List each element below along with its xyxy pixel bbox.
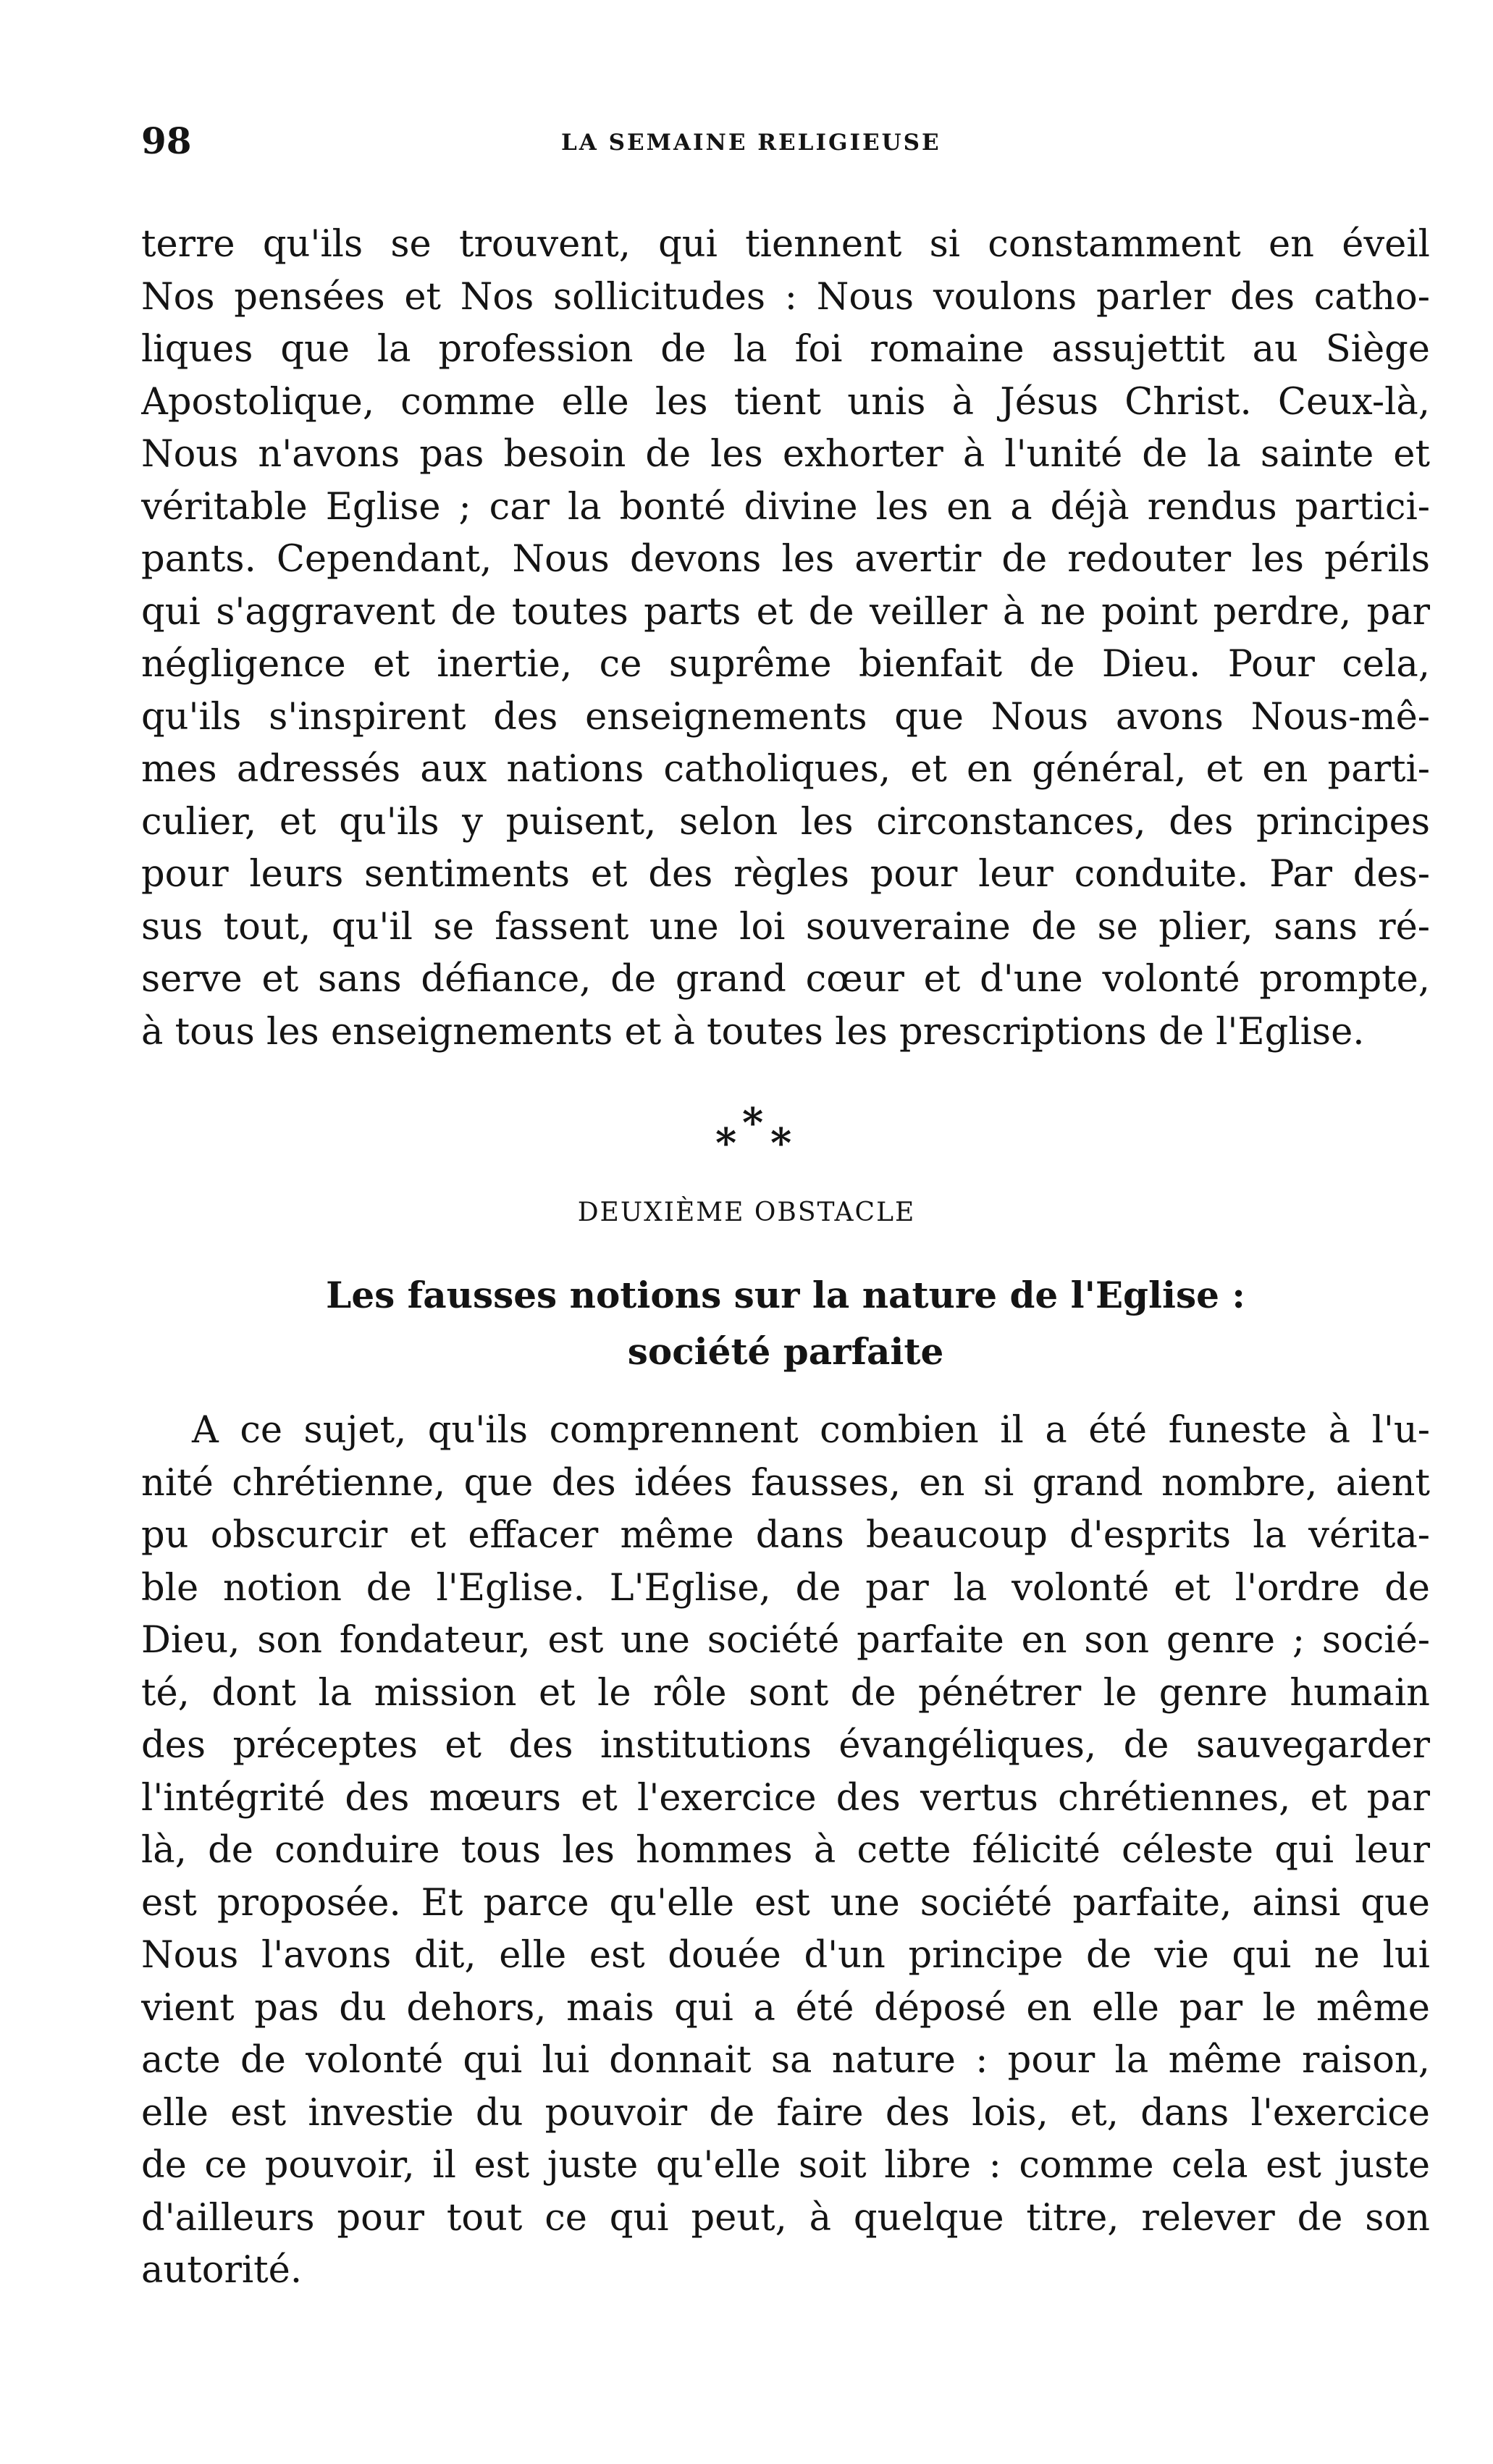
asterisk-icon: * (742, 1099, 764, 1147)
text-line: là, de conduire tous les hommes à cette félicité céleste qui leur (141, 1829, 1430, 1872)
text-line: des préceptes et des institutions évangéliques, de sauvegarder (141, 1724, 1430, 1767)
asterisk-icon: * (770, 1119, 792, 1167)
text-line: Dieu, son fondateur, est une société parfaite en son genre ; socié- (141, 1619, 1430, 1662)
text-line: sus tout, qu'il se fassent une loi souveraine de se plier, sans ré- (141, 905, 1430, 949)
text-line: véritable Eglise ; car la bonté divine les en a déjà rendus partici- (141, 485, 1430, 529)
paragraph-section (141, 1405, 1430, 2297)
text-line: Nous l'avons dit, elle est douée d'un principe de vie qui ne lui (141, 1934, 1430, 1977)
text-line: est proposée. Et parce qu'elle est une société parfaite, ainsi que (141, 1881, 1430, 1925)
asterism-separator (0, 1099, 1493, 1168)
running-head (141, 119, 1430, 170)
section-label: DEUXIÈME OBSTACLE (577, 1198, 916, 1227)
text-line: ble notion de l'Eglise. L'Eglise, de par la volonté et l'ordre de (141, 1566, 1430, 1610)
text-line: serve et sans défiance, de grand cœur et d'une volonté prompte, (141, 958, 1430, 1001)
running-title: LA SEMAINE RELIGIEUSE (561, 130, 941, 156)
paragraph-continued (141, 219, 1430, 1059)
text-line: A ce sujet, qu'ils comprennent combien il a été funeste à l'u- (192, 1409, 1430, 1452)
text-line: nité chrétienne, que des idées fausses, en si grand nombre, aient (141, 1461, 1430, 1505)
text-line: pour leurs sentiments et des règles pour leur conduite. Par des- (141, 853, 1430, 896)
text-line: qu'ils s'inspirent des enseignements que Nous avons Nous-mê- (141, 695, 1430, 739)
text-line: à tous les enseignements et à toutes les prescriptions de l'Eglise. (141, 1010, 1365, 1054)
text-line: culier, et qu'ils y puisent, selon les circonstances, des principes (141, 800, 1430, 844)
text-line: elle est investie du pouvoir de faire des lois, et, dans l'exercice (141, 2091, 1430, 2135)
text-line: liques que la profession de la foi romaine assujettit au Siège (141, 328, 1430, 371)
section-title-line: Les fausses notions sur la nature de l'Eglise : (326, 1274, 1245, 1316)
text-line: qui s'aggravent de toutes parts et de veiller à ne point perdre, par (141, 590, 1430, 634)
text-line: vient pas du dehors, mais qui a été déposé en elle par le même (141, 1986, 1430, 2030)
page-number: 98 (141, 119, 192, 162)
text-line: mes adressés aux nations catholiques, et en général, et en parti- (141, 748, 1430, 791)
text-line: l'intégrité des mœurs et l'exercice des vertus chrétiennes, et par (141, 1776, 1430, 1820)
text-line: Nos pensées et Nos sollicitudes : Nous voulons parler des catho- (141, 275, 1430, 319)
section-title (188, 1267, 1383, 1380)
asterisk-icon: * (715, 1119, 737, 1167)
text-line: pu obscurcir et effacer même dans beaucoup d'esprits la vérita- (141, 1514, 1430, 1557)
text-line: Apostolique, comme elle les tient unis à Jésus Christ. Ceux-là, (141, 380, 1430, 424)
text-line: d'ailleurs pour tout ce qui peut, à quelque titre, relever de son (141, 2196, 1430, 2240)
text-line: té, dont la mission et le rôle sont de pénétrer le genre humain (141, 1671, 1430, 1715)
text-line: de ce pouvoir, il est juste qu'elle soit libre : comme cela est juste (141, 2144, 1430, 2187)
text-line: autorité. (141, 2249, 303, 2292)
text-line: terre qu'ils se trouvent, qui tiennent si constamment en éveil (141, 223, 1430, 266)
text-line: acte de volonté qui lui donnait sa nature : pour la même raison, (141, 2039, 1430, 2082)
text-line: Nous n'avons pas besoin de les exhorter à l'unité de la sainte et (141, 433, 1430, 476)
text-line: négligence et inertie, ce suprême bienfait de Dieu. Pour cela, (141, 643, 1430, 686)
text-line: pants. Cependant, Nous devons les avertir de redouter les périls (141, 538, 1430, 581)
section-title-line: société parfaite (627, 1330, 944, 1373)
